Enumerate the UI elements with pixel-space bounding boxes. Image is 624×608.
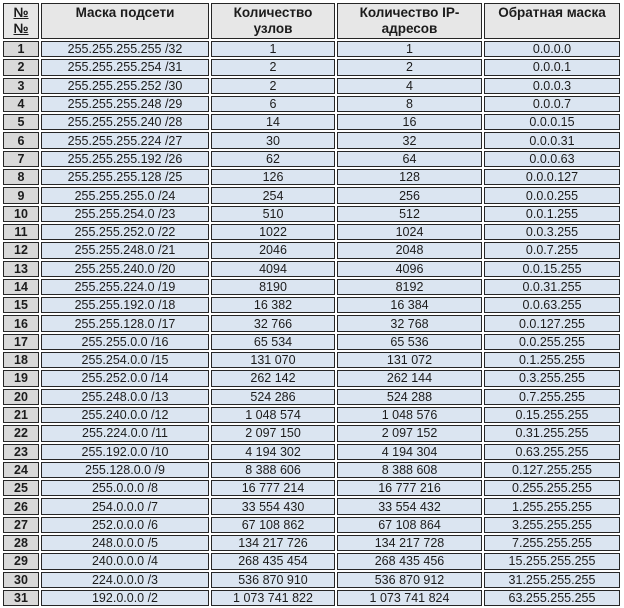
table-row [3, 553, 620, 569]
cell-hosts: 131 070 [211, 352, 335, 368]
cell-num: 2 [3, 59, 39, 75]
cell-mask: 255.252.0.0 /14 [41, 370, 209, 386]
cell-mask: 255.224.0.0 /11 [41, 425, 209, 441]
cell-wildcard: 7.255.255.255 [484, 535, 620, 551]
cell-wildcard: 0.0.0.7 [484, 96, 620, 112]
cell-ips: 4 194 304 [337, 444, 482, 460]
cell-hosts: 30 [211, 132, 335, 148]
cell-wildcard: 0.127.255.255 [484, 462, 620, 478]
cell-wildcard: 0.0.7.255 [484, 242, 620, 258]
column-header-wildcard: Обратная маска [484, 3, 620, 39]
cell-ips: 8 388 608 [337, 462, 482, 478]
cell-num: 17 [3, 334, 39, 350]
cell-ips: 8192 [337, 279, 482, 295]
table-row [3, 132, 620, 148]
cell-hosts: 1 048 574 [211, 407, 335, 423]
cell-num: 9 [3, 187, 39, 203]
cell-num: 29 [3, 553, 39, 569]
table-row [3, 480, 620, 496]
cell-ips: 262 144 [337, 370, 482, 386]
cell-mask: 254.0.0.0 /7 [41, 498, 209, 514]
cell-num: 1 [3, 41, 39, 57]
cell-hosts: 62 [211, 151, 335, 167]
cell-wildcard: 0.0.1.255 [484, 206, 620, 222]
cell-ips: 4096 [337, 261, 482, 277]
table-row [3, 169, 620, 185]
cell-ips: 32 768 [337, 315, 482, 331]
table-row [3, 151, 620, 167]
cell-num: 30 [3, 572, 39, 588]
cell-hosts: 2 097 150 [211, 425, 335, 441]
cell-ips: 1 048 576 [337, 407, 482, 423]
cell-mask: 255.192.0.0 /10 [41, 444, 209, 460]
table-row [3, 279, 620, 295]
cell-hosts: 6 [211, 96, 335, 112]
cell-wildcard: 0.0.63.255 [484, 297, 620, 313]
table-row [3, 425, 620, 441]
table-row [3, 78, 620, 94]
cell-wildcard: 0.0.15.255 [484, 261, 620, 277]
column-header-ips: Количество IP-адресов [337, 3, 482, 39]
cell-hosts: 268 435 454 [211, 553, 335, 569]
cell-hosts: 134 217 726 [211, 535, 335, 551]
cell-hosts: 14 [211, 114, 335, 130]
table-row [3, 187, 620, 203]
cell-mask: 255.254.0.0 /15 [41, 352, 209, 368]
cell-wildcard: 0.3.255.255 [484, 370, 620, 386]
cell-hosts: 67 108 862 [211, 517, 335, 533]
cell-wildcard: 0.31.255.255 [484, 425, 620, 441]
cell-hosts: 33 554 430 [211, 498, 335, 514]
cell-hosts: 16 777 214 [211, 480, 335, 496]
table-row [3, 59, 620, 75]
cell-ips: 2048 [337, 242, 482, 258]
cell-wildcard: 0.0.0.63 [484, 151, 620, 167]
cell-mask: 255.255.255.254 /31 [41, 59, 209, 75]
cell-ips: 268 435 456 [337, 553, 482, 569]
cell-ips: 67 108 864 [337, 517, 482, 533]
table-row [3, 315, 620, 331]
cell-hosts: 1022 [211, 224, 335, 240]
cell-mask: 255.255.252.0 /22 [41, 224, 209, 240]
cell-wildcard: 0.15.255.255 [484, 407, 620, 423]
cell-mask: 255.255.255.240 /28 [41, 114, 209, 130]
cell-wildcard: 0.1.255.255 [484, 352, 620, 368]
cell-num: 4 [3, 96, 39, 112]
cell-wildcard: 15.255.255.255 [484, 553, 620, 569]
cell-wildcard: 1.255.255.255 [484, 498, 620, 514]
table-row [3, 334, 620, 350]
cell-wildcard: 0.63.255.255 [484, 444, 620, 460]
cell-wildcard: 0.0.0.127 [484, 169, 620, 185]
cell-ips: 16 777 216 [337, 480, 482, 496]
cell-wildcard: 0.0.255.255 [484, 334, 620, 350]
cell-ips: 64 [337, 151, 482, 167]
cell-wildcard: 0.0.0.3 [484, 78, 620, 94]
cell-mask: 224.0.0.0 /3 [41, 572, 209, 588]
cell-mask: 192.0.0.0 /2 [41, 590, 209, 606]
cell-mask: 255.255.240.0 /20 [41, 261, 209, 277]
table-row [3, 389, 620, 405]
cell-mask: 255.255.255.0 /24 [41, 187, 209, 203]
cell-mask: 255.240.0.0 /12 [41, 407, 209, 423]
cell-wildcard: 0.0.3.255 [484, 224, 620, 240]
cell-ips: 4 [337, 78, 482, 94]
cell-num: 27 [3, 517, 39, 533]
cell-num: 22 [3, 425, 39, 441]
cell-num: 25 [3, 480, 39, 496]
cell-wildcard: 0.255.255.255 [484, 480, 620, 496]
cell-ips: 1 [337, 41, 482, 57]
cell-hosts: 510 [211, 206, 335, 222]
table-row [3, 407, 620, 423]
cell-hosts: 32 766 [211, 315, 335, 331]
table-row [3, 96, 620, 112]
cell-mask: 255.0.0.0 /8 [41, 480, 209, 496]
cell-num: 23 [3, 444, 39, 460]
table-row [3, 370, 620, 386]
cell-ips: 2 [337, 59, 482, 75]
cell-hosts: 536 870 910 [211, 572, 335, 588]
cell-ips: 2 097 152 [337, 425, 482, 441]
column-header-hosts: Количество узлов [211, 3, 335, 39]
cell-ips: 512 [337, 206, 482, 222]
cell-mask: 255.255.192.0 /18 [41, 297, 209, 313]
cell-ips: 33 554 432 [337, 498, 482, 514]
cell-wildcard: 0.0.0.1 [484, 59, 620, 75]
cell-ips: 32 [337, 132, 482, 148]
cell-mask: 255.255.255.224 /27 [41, 132, 209, 148]
cell-wildcard: 0.0.0.15 [484, 114, 620, 130]
cell-num: 15 [3, 297, 39, 313]
cell-ips: 134 217 728 [337, 535, 482, 551]
cell-mask: 255.255.255.128 /25 [41, 169, 209, 185]
cell-mask: 255.128.0.0 /9 [41, 462, 209, 478]
header-row [3, 3, 620, 39]
table-row [3, 517, 620, 533]
cell-ips: 1024 [337, 224, 482, 240]
cell-mask: 255.255.254.0 /23 [41, 206, 209, 222]
cell-mask: 255.255.255.255 /32 [41, 41, 209, 57]
cell-mask: 255.255.128.0 /17 [41, 315, 209, 331]
cell-hosts: 2046 [211, 242, 335, 258]
cell-hosts: 8190 [211, 279, 335, 295]
cell-mask: 255.255.0.0 /16 [41, 334, 209, 350]
cell-hosts: 8 388 606 [211, 462, 335, 478]
table-row [3, 41, 620, 57]
cell-num: 6 [3, 132, 39, 148]
cell-hosts: 2 [211, 59, 335, 75]
table-row [3, 444, 620, 460]
table-row [3, 242, 620, 258]
cell-num: 26 [3, 498, 39, 514]
cell-num: 10 [3, 206, 39, 222]
cell-num: 7 [3, 151, 39, 167]
cell-ips: 524 288 [337, 389, 482, 405]
cell-num: 16 [3, 315, 39, 331]
table-body [3, 41, 620, 606]
cell-mask: 255.255.255.248 /29 [41, 96, 209, 112]
table-row [3, 352, 620, 368]
cell-ips: 16 384 [337, 297, 482, 313]
cell-num: 8 [3, 169, 39, 185]
cell-mask: 248.0.0.0 /5 [41, 535, 209, 551]
cell-mask: 240.0.0.0 /4 [41, 553, 209, 569]
cell-mask: 252.0.0.0 /6 [41, 517, 209, 533]
cell-hosts: 4094 [211, 261, 335, 277]
table-row [3, 498, 620, 514]
cell-wildcard: 0.0.0.31 [484, 132, 620, 148]
table-row [3, 297, 620, 313]
column-header-num: №№ [3, 3, 39, 39]
cell-num: 13 [3, 261, 39, 277]
cell-wildcard: 31.255.255.255 [484, 572, 620, 588]
cell-hosts: 524 286 [211, 389, 335, 405]
cell-hosts: 16 382 [211, 297, 335, 313]
cell-ips: 256 [337, 187, 482, 203]
table-row [3, 206, 620, 222]
cell-ips: 128 [337, 169, 482, 185]
cell-hosts: 1 [211, 41, 335, 57]
cell-mask: 255.255.255.252 /30 [41, 78, 209, 94]
cell-hosts: 126 [211, 169, 335, 185]
table-row [3, 572, 620, 588]
cell-hosts: 1 073 741 822 [211, 590, 335, 606]
cell-num: 11 [3, 224, 39, 240]
cell-ips: 536 870 912 [337, 572, 482, 588]
cell-wildcard: 0.0.31.255 [484, 279, 620, 295]
cell-num: 5 [3, 114, 39, 130]
table-row [3, 261, 620, 277]
cell-num: 14 [3, 279, 39, 295]
cell-num: 31 [3, 590, 39, 606]
cell-hosts: 254 [211, 187, 335, 203]
cell-num: 12 [3, 242, 39, 258]
cell-hosts: 2 [211, 78, 335, 94]
cell-hosts: 4 194 302 [211, 444, 335, 460]
table-row [3, 114, 620, 130]
table-row [3, 462, 620, 478]
table-row [3, 535, 620, 551]
cell-num: 28 [3, 535, 39, 551]
cell-num: 20 [3, 389, 39, 405]
table-row [3, 590, 620, 606]
cell-num: 3 [3, 78, 39, 94]
cell-mask: 255.255.248.0 /21 [41, 242, 209, 258]
cell-wildcard: 63.255.255.255 [484, 590, 620, 606]
cell-wildcard: 0.7.255.255 [484, 389, 620, 405]
cell-hosts: 65 534 [211, 334, 335, 350]
cell-num: 18 [3, 352, 39, 368]
cell-ips: 65 536 [337, 334, 482, 350]
cell-ips: 8 [337, 96, 482, 112]
cell-wildcard: 0.0.0.255 [484, 187, 620, 203]
cell-num: 24 [3, 462, 39, 478]
column-header-mask: Маска подсети [41, 3, 209, 39]
cell-wildcard: 0.0.127.255 [484, 315, 620, 331]
cell-mask: 255.255.255.192 /26 [41, 151, 209, 167]
cell-wildcard: 3.255.255.255 [484, 517, 620, 533]
cell-ips: 16 [337, 114, 482, 130]
cell-hosts: 262 142 [211, 370, 335, 386]
cell-mask: 255.248.0.0 /13 [41, 389, 209, 405]
cell-num: 21 [3, 407, 39, 423]
subnet-mask-table [1, 1, 622, 608]
cell-mask: 255.255.224.0 /19 [41, 279, 209, 295]
cell-ips: 131 072 [337, 352, 482, 368]
cell-wildcard: 0.0.0.0 [484, 41, 620, 57]
cell-num: 19 [3, 370, 39, 386]
cell-ips: 1 073 741 824 [337, 590, 482, 606]
table-row [3, 224, 620, 240]
